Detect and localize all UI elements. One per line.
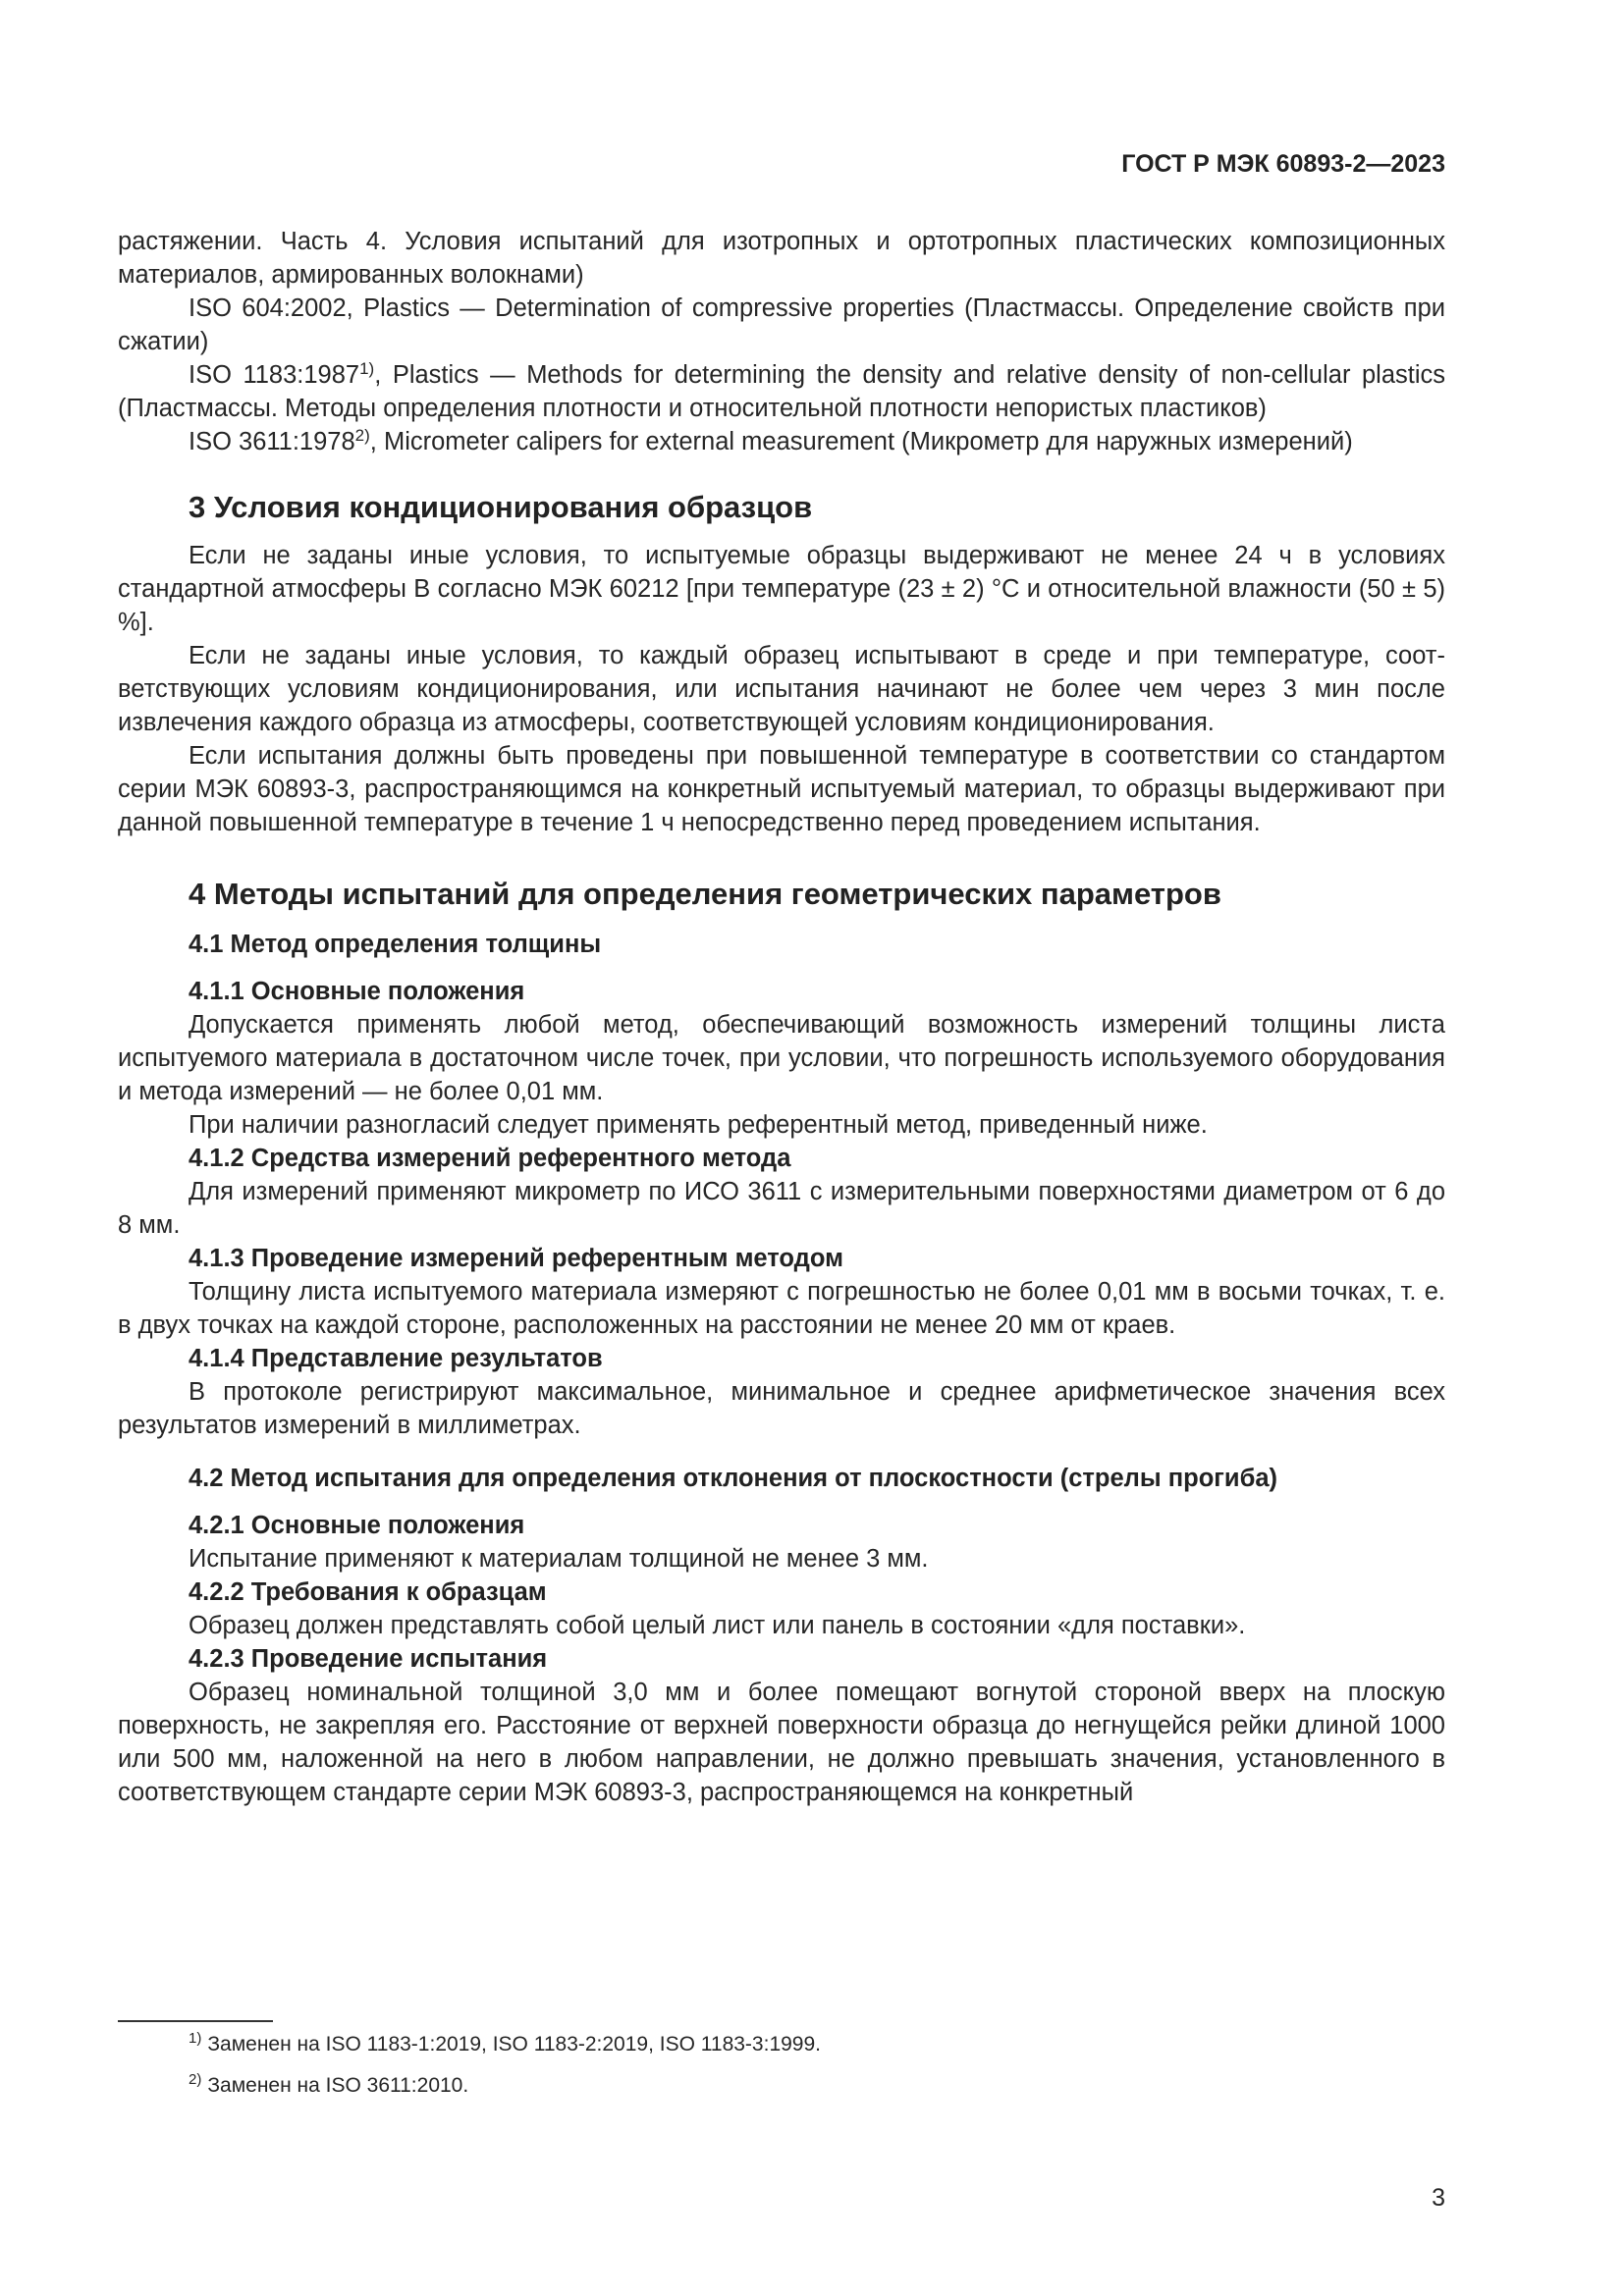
reference-iso-1183-text: , Plastics — Methods for determining the density and relative density of non-cellular plastics (Пластмассы. Методы определения плотности и относительной плотности непористых пластиков) (118, 361, 1445, 422)
section-4-1-1-paragraph-2: При наличии разногласий следует применять референтный метод, приведенный ниже. (189, 1111, 1208, 1139)
footnote-ref-1: 1) (359, 359, 375, 378)
footnotes (118, 2020, 1001, 2112)
reference-iso-3611-text: , Micrometer calipers for external measurement (Микрометр для наружных измерений) (369, 428, 1353, 455)
section-4-1-1-heading: 4.1.1 Основные положения (189, 978, 525, 1005)
section-4-1-2-heading: 4.1.2 Средства измерений референтного метода (189, 1145, 791, 1172)
section-4-heading: 4 Методы испытаний для определения геометрических параметров (189, 877, 1221, 911)
section-4-2-1-heading: 4.2.1 Основные положения (189, 1512, 525, 1539)
reference-continuation: растяжении. Часть 4. Условия испытаний для изотропных и ортотропных пластических композиционных материалов, армированных волокнами) (118, 228, 1445, 289)
section-4-2-heading: 4.2 Метод испытания для определения отклонения от плоскостности (стрелы прогиба) (189, 1465, 1278, 1492)
section-4-2-2-paragraph: Образец должен представлять собой целый лист или панель в состоянии «для поставки». (189, 1612, 1246, 1639)
section-4-1-3-heading: 4.1.3 Проведение измерений референтным методом (189, 1245, 843, 1272)
section-4-1-1-paragraph-1: Допускается применять любой метод, обеспечивающий возможность измерений толщины листа испытуемого материала в достаточном числе точек, при условии, что погрешность используемого оборудования и метода измерений — не более 0,01 мм. (118, 1011, 1445, 1105)
section-3-heading: 3 Условия кондиционирования образцов (189, 490, 813, 524)
section-4-1-2-paragraph: Для измерений применяют микрометр по ИСО 3611 с измерительными поверхностями диаметром от 6 до 8 мм. (118, 1178, 1445, 1239)
section-4-2-2-heading: 4.2.2 Требования к образцам (189, 1578, 547, 1606)
footnote-ref-2: 2) (354, 426, 370, 445)
page-body (118, 225, 1445, 1809)
footnote-2 (118, 2071, 1001, 2101)
section-3-paragraph-3: Если испытания должны быть проведены при повышенной температуре в соответствии со стандартом серии МЭК 60893-3, распространяющимся на конкретный испытуемый материал, то образцы выдерживают при данной повышенной температуре в течение 1 ч непосредственно перед проведением испытания. (118, 742, 1445, 836)
section-4-1-heading: 4.1 Метод определения толщины (189, 931, 602, 958)
section-3-paragraph-2: Если не заданы иные условия, то каждый образец испытывают в среде и при температуре, соответствующих условиям кондиционирования, или испытания начинают не более чем через 3 мин после извлечения каждого образца из атмосферы, соответствующей условиям кондиционирования. (118, 642, 1445, 736)
section-4-1-4-heading: 4.1.4 Представление результатов (189, 1345, 603, 1372)
document-header: ГОСТ Р МЭК 60893-2—2023 (1121, 150, 1445, 178)
footnote-separator (118, 2020, 273, 2022)
section-4-2-3-heading: 4.2.3 Проведение испытания (189, 1645, 548, 1673)
footnote-1 (118, 2030, 1001, 2059)
reference-iso-3611-code: ISO 3611:1978 (189, 428, 355, 455)
footnote-2-mark: 2) (189, 2071, 202, 2088)
section-4-1-4-paragraph: В протоколе регистрируют максимальное, минимальное и среднее арифметическое значения всех результатов измерений в миллиметрах. (118, 1378, 1445, 1439)
section-3-paragraph-1: Если не заданы иные условия, то испытуемые образцы выдерживают не менее 24 ч в условиях стандартной атмосферы B согласно МЭК 60212 [при температуре (23 ± 2) °С и относительной влажности (50 ± 5) %]. (118, 542, 1445, 636)
reference-iso-3611 (118, 425, 1445, 458)
section-4-1-3-paragraph: Толщину листа испытуемого материала измеряют с погрешностью не более 0,01 мм в восьми точках, т. е. в двух точках на каждой стороне, расположенных на расстоянии не менее 20 мм от краев. (118, 1278, 1445, 1339)
section-4-2-1-paragraph: Испытание применяют к материалам толщиной не менее 3 мм. (189, 1545, 929, 1573)
reference-iso-1183 (118, 358, 1445, 425)
page-number: 3 (1432, 2184, 1445, 2212)
footnote-2-text: Заменен на ISO 3611:2010. (207, 2074, 469, 2097)
section-4-2-3-paragraph: Образец номинальной толщиной 3,0 мм и более помещают вогнутой стороной вверх на плоскую поверхность, не закрепляя его. Расстояние от верхней поверхности образца до негнущейся рейки длиной 1000 или 500 мм, наложенной на него в любом направлении, не должно превышать значения, установленного в соответствующем стандарте серии МЭК 60893-3, распространяющемся на конкретный (118, 1679, 1445, 1806)
footnote-1-text: Заменен на ISO 1183-1:2019, ISO 1183-2:2019, ISO 1183-3:1999. (207, 2033, 821, 2056)
footnote-1-mark: 1) (189, 2030, 202, 2047)
reference-iso-1183-code: ISO 1183:1987 (189, 361, 360, 389)
reference-iso-604: ISO 604:2002, Plastics — Determination of compressive properties (Пластмассы. Определение свойств при сжатии) (118, 294, 1445, 355)
